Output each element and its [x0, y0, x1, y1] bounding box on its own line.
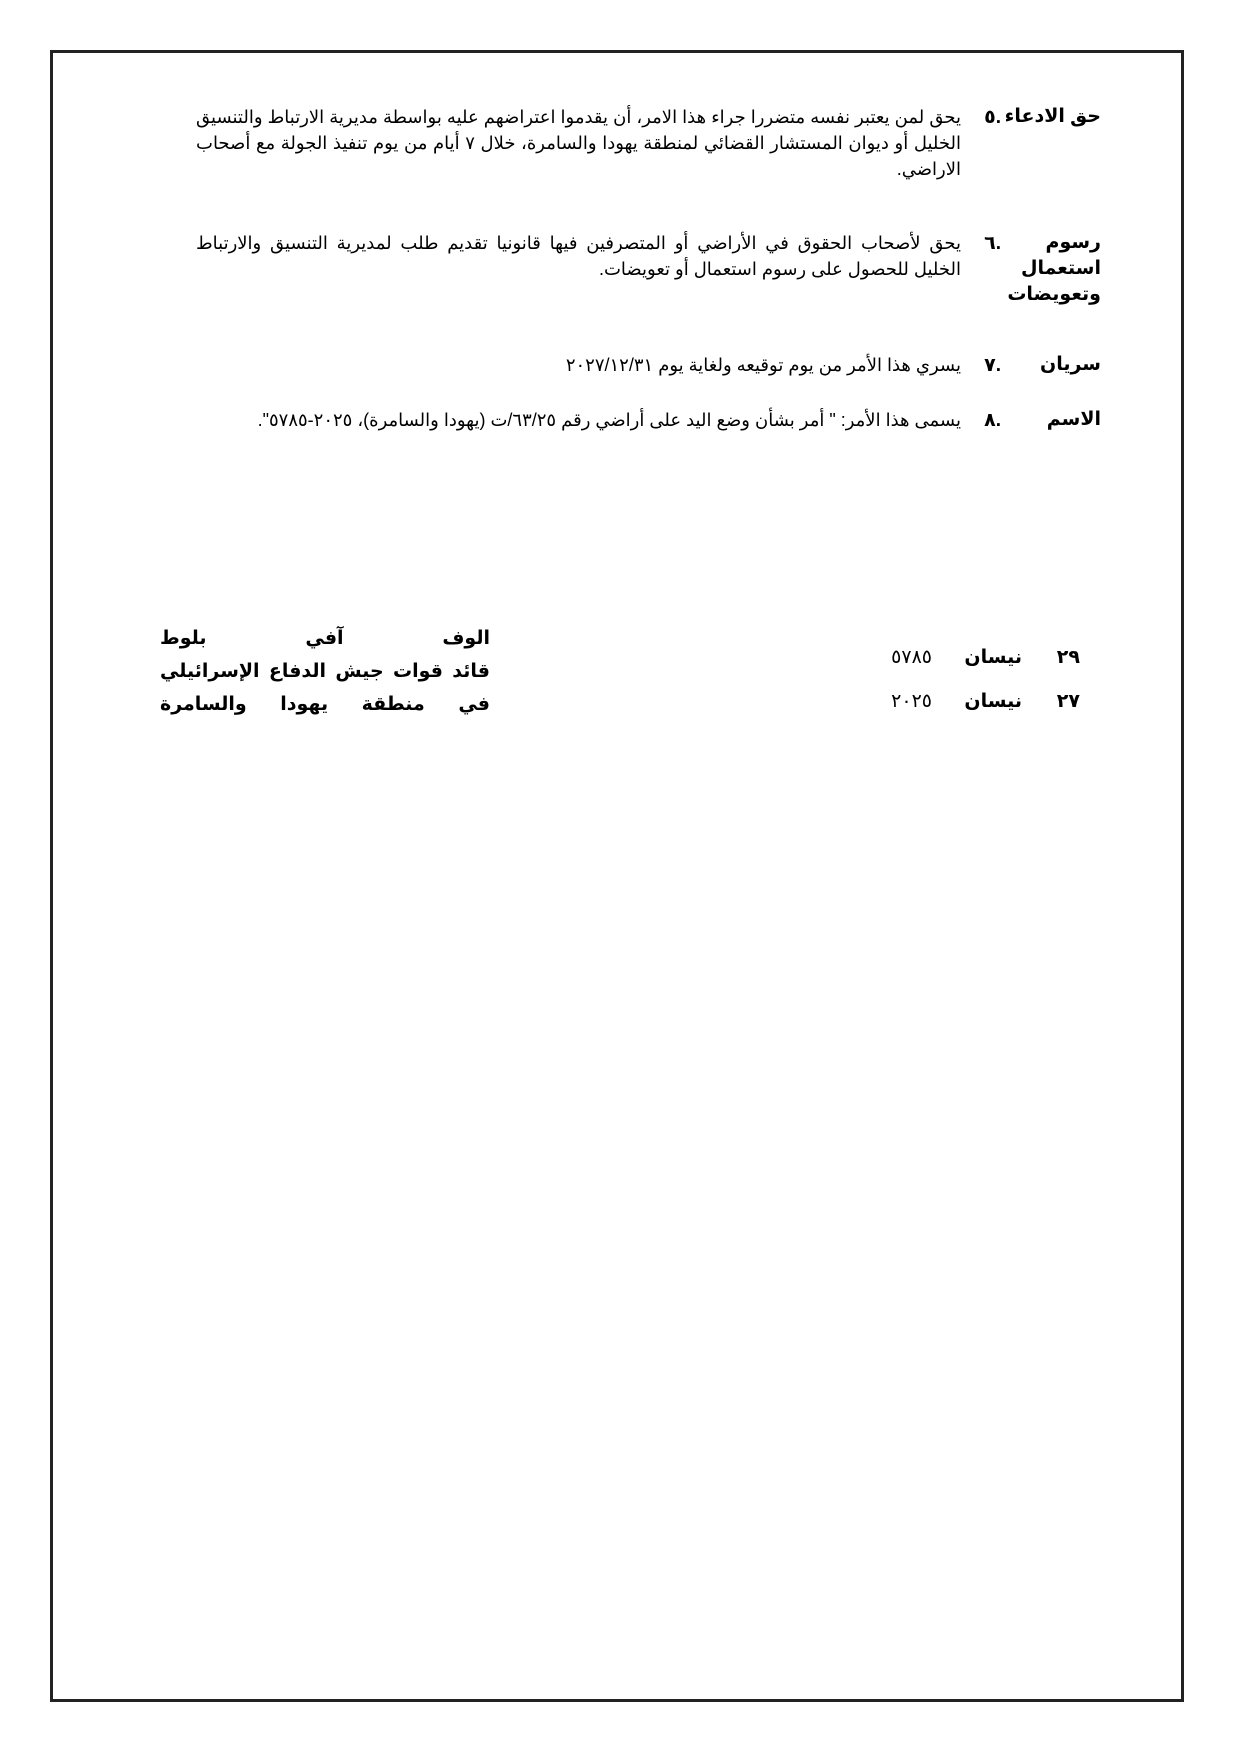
clause-number: .٨: [984, 410, 1001, 431]
gregorian-date: [850, 690, 1080, 734]
date-day: ٢٩: [1056, 647, 1080, 668]
clause-number: .٥: [984, 107, 1001, 128]
date-year: ٥٧٨٥: [891, 647, 932, 668]
clause-text: يسري هذا الأمر من يوم توقيعه ولغاية يوم ٢٠٢٧/١٢/٣١: [565, 355, 961, 375]
clause-text: يحق لمن يعتبر نفسه متضررا جراء هذا الامر، أن يقدموا اعتراضهم عليه بواسطة مديرية الارتباط والتنسيق الخليل أو ديوان المستشار القضائي لمنطقة يهودا والسامرة، خلال ٧ أيام من يوم تنفيذ الجولة مع أصحاب الاراضي.: [196, 107, 961, 179]
clause-number: .٦: [984, 233, 1001, 254]
signatory-title: قائد قوات جيش الدفاع الإسرائيلي: [160, 661, 490, 682]
signatory-region: في منطقة يهودا والسامرة: [160, 694, 490, 715]
clause-text: يسمى هذا الأمر: " أمر بشأن وضع اليد على أراضي رقم ٦٣/٢٥/ت (يهودا والسامرة)، ٢٠٢٥-٥٧٨٥".: [257, 410, 961, 430]
date-day: ٢٧: [1056, 691, 1080, 712]
signature-block: [160, 622, 490, 721]
date-year: ٢٠٢٥: [891, 691, 932, 712]
clause-number: .٧: [984, 355, 1001, 376]
date-month: نيسان: [964, 647, 1022, 668]
clause-name: [146, 407, 1101, 557]
hebrew-date: [850, 646, 1080, 690]
clause-label: سريان: [1040, 354, 1101, 375]
clause-label: رسوم استعمال وتعويضات: [1007, 232, 1101, 305]
clause-label: حق الادعاء: [1004, 106, 1101, 127]
date-block: [850, 646, 1080, 734]
clause-text: يحق لأصحاب الحقوق في الأراضي أو المتصرفين فيها قانونيا تقديم طلب لمديرية التنسيق والارتباط الخليل للحصول على رسوم استعمال أو تعويضات.: [196, 233, 961, 279]
clause-label: الاسم: [1046, 409, 1101, 430]
signatory-name: الوف آفي بلوط: [160, 628, 490, 649]
date-month: نيسان: [964, 691, 1022, 712]
